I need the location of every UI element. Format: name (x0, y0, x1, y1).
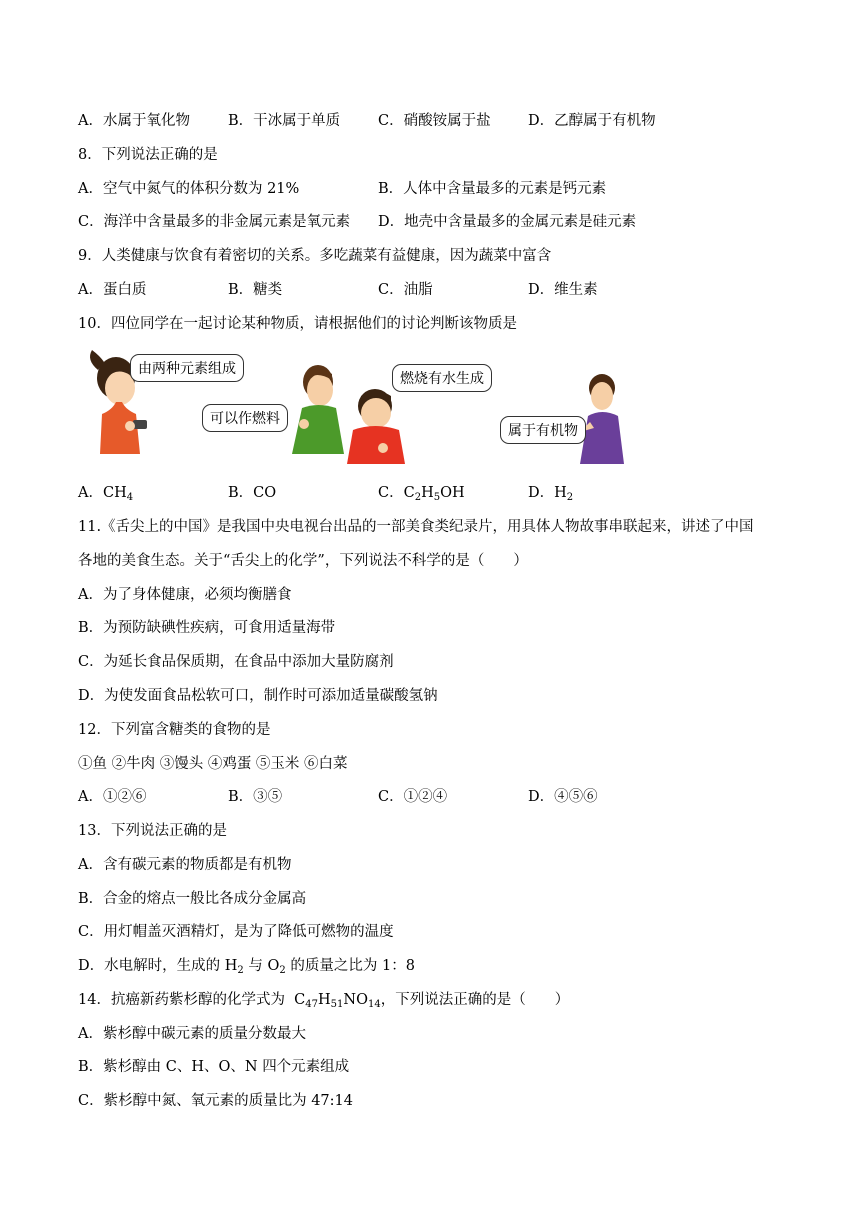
q10-option-d: D．$H_2$ (528, 485, 574, 503)
q14-stem: 14．抗癌新药紫杉醇的化学式为 $C_{47}H_{51}NO_{14}$，下列说法正确的是（ ） (78, 992, 570, 1010)
q12-option-b: B．③⑤ (228, 789, 283, 805)
q11-stem-line2: 各地的美食生态。关于“舌尖上的化学”，下列说法不科学的是（ ） (78, 553, 528, 569)
q11-option-a: A．为了身体健康，必须均衡膳食 (78, 587, 292, 603)
q14-option-a: A．紫杉醇中碳元素的质量分数最大 (78, 1026, 306, 1042)
q13-option-d: D．水电解时，生成的 $H_2$ 与 $O_2$ 的质量之比为 1：8 (78, 958, 415, 976)
q10-option-c: C．$C_2H_5OH$ (378, 485, 465, 503)
q9-stem: 9．人类健康与饮食有着密切的关系。多吃蔬菜有益健康，因为蔬菜中富含 (78, 248, 552, 264)
q10-stem: 10．四位同学在一起讨论某种物质，请根据他们的讨论判断该物质是 (78, 316, 517, 332)
q8-option-d: D．地壳中含量最多的金属元素是硅元素 (378, 214, 637, 230)
q7-option-a: A．水属于氧化物 (78, 113, 190, 129)
q7-option-b: B．干冰属于单质 (228, 113, 341, 129)
q13-option-b: B．合金的熔点一般比各成分金属高 (78, 891, 307, 907)
q11-option-b: B．为预防缺碘性疾病，可食用适量海带 (78, 620, 336, 636)
q10-option-a: A．$CH_4$ (78, 485, 134, 503)
q14-option-b: B．紫杉醇由 C、H、O、N 四个元素组成 (78, 1059, 350, 1075)
q8-option-b: B．人体中含量最多的元素是钙元素 (378, 181, 607, 197)
q10-discussion-figure (78, 350, 638, 465)
q13-stem: 13．下列说法正确的是 (78, 823, 227, 839)
q9-option-c: C．油脂 (378, 282, 433, 298)
speech-bubble-3: 燃烧有水生成 (392, 364, 492, 392)
q7-option-c: C．硝酸铵属于盐 (378, 113, 491, 129)
q9-option-d: D．维生素 (528, 282, 598, 298)
q14-option-c: C．紫杉醇中氮、氧元素的质量比为 47:14 (78, 1093, 353, 1109)
q12-food-list: ①鱼 ②牛肉 ③馒头 ④鸡蛋 ⑤玉米 ⑥白菜 (78, 756, 348, 772)
q10-option-b: B．CO (228, 485, 277, 501)
q9-option-b: B．糖类 (228, 282, 283, 298)
q11-option-d: D．为使发面食品松软可口，制作时可添加适量碳酸氢钠 (78, 688, 438, 704)
speech-bubble-2: 可以作燃料 (202, 404, 288, 432)
q12-option-a: A．①②⑥ (78, 789, 147, 805)
q11-option-c: C．为延长食品保质期，在食品中添加大量防腐剂 (78, 654, 394, 670)
q12-option-d: D．④⑤⑥ (528, 789, 598, 805)
q13-option-c: C．用灯帽盖灭酒精灯，是为了降低可燃物的温度 (78, 924, 394, 940)
speech-bubble-1: 由两种元素组成 (130, 354, 244, 382)
q8-option-a: A．空气中氮气的体积分数为 21% (78, 181, 300, 197)
q8-stem: 8．下列说法正确的是 (78, 147, 218, 163)
q9-option-a: A．蛋白质 (78, 282, 147, 298)
speech-bubble-4: 属于有机物 (500, 416, 586, 444)
q8-option-c: C．海洋中含量最多的非金属元素是氧元素 (78, 214, 351, 230)
q13-option-a: A．含有碳元素的物质都是有机物 (78, 857, 292, 873)
q12-stem: 12．下列富含糖类的食物的是 (78, 722, 271, 738)
q7-option-d: D．乙醇属于有机物 (528, 113, 656, 129)
student-red-shirt-illustration (343, 388, 418, 465)
q12-option-c: C．①②④ (378, 789, 448, 805)
q11-stem-line1: 11.《舌尖上的中国》是我国中央电视台出品的一部美食类纪录片，用具体人物故事串联起来，讲述了中国 (78, 519, 754, 535)
student-purple-shirt-illustration (578, 372, 638, 465)
